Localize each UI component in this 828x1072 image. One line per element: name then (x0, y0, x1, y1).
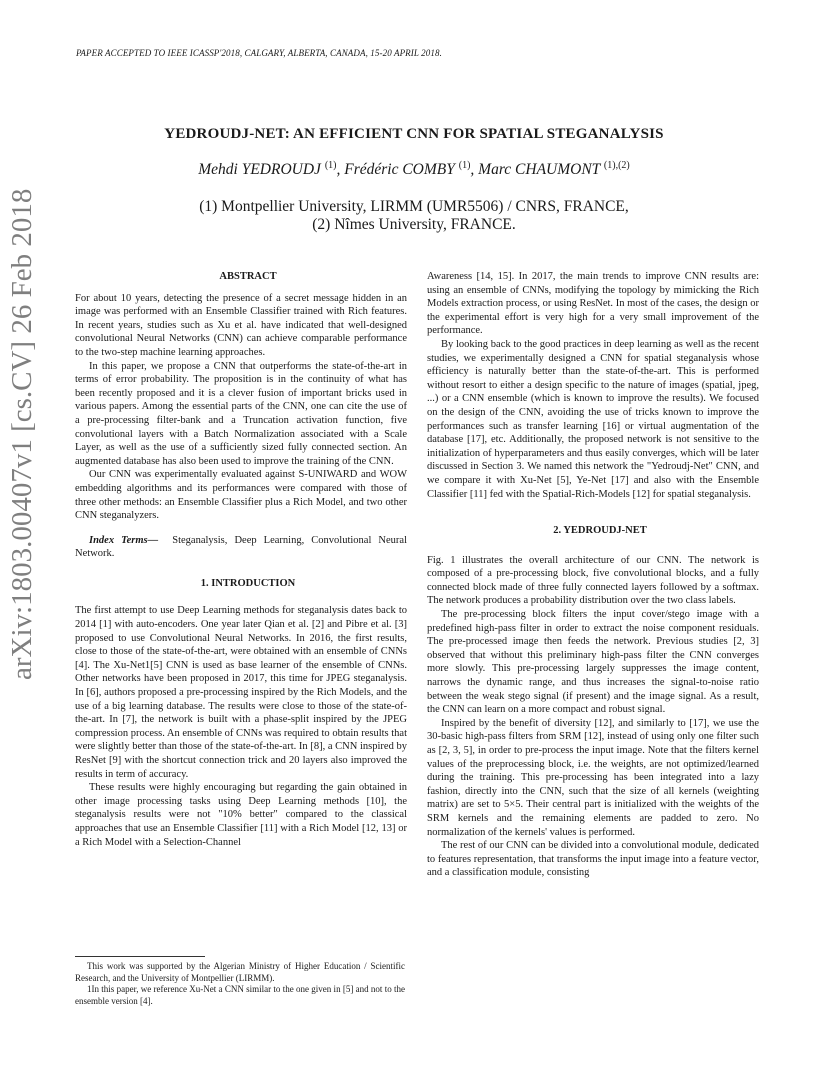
intro-paragraph: Awareness [14, 15]. In 2017, the main trends to improve CNN results are: using an ensemble of CNNs, modifying the topology by mimicking the Rich Models extraction process, or using ResNet. In most of the cases, the design or the experimental effort is very high for a very small improvement of the performance. (427, 271, 759, 337)
section2-paragraph: Inspired by the benefit of diversity [12], and similarly to [17], we use the 30-basic high-pass filters from SRM [12], instead of using only one filter such as [2, 3, 5], in order to pre-process the input image. Note that the filters kernel values of the preprocessing block, i.e. the weights, are not optimized/learned during the training. This pre-processing has been integrated into a lazy fashion, directly into the CNN, such that the size of all kernels (weighting matrix) are set to 5×5. Their central part is initialized with the weights of the SRM kernels and the remaining elements are padded to zero. No normalization of the kernels' values is performed. (427, 717, 759, 838)
affiliation-1: (1) Montpellier University, LIRMM (UMR5506) / CNRS, FRANCE, (199, 198, 629, 215)
author-1: Mehdi YEDROUDJ (198, 161, 321, 179)
index-terms-label: Index Terms— (89, 534, 159, 546)
abstract-paragraph: For about 10 years, detecting the presence of a secret message hidden in an image was performed with an Ensemble Classifier trained with Rich features. In recent years, studies such as Xu et al. have indicated that well-designed convolutional Neural Networks (CNN) can achieve comparable performance to the two-step machine learning approaches. (75, 292, 407, 358)
footnote-funding: This work was supported by the Algerian Ministry of Higher Education / Scientific Research, and the University of Montpellier (LIRMM). (75, 961, 405, 983)
section2-heading: 2. YEDROUDJ-NET (553, 525, 647, 537)
section2-paragraph: The pre-processing block filters the input cover/stego image with a predefined high-pass filter in order to extract the noise component residuals. The pre-processed image then feeds the network. Previous studies [2, 3] observed that without this preliminary high-pass filter the CNN converges more slowly. This pre-processing largely suppresses the image content, narrows the dynamic range, and thus increases the signal-to-noise ratio between the weak stego signal (if present) and the image signal. As a result, the CNN can learn on a more compact and robust signal. (427, 609, 759, 716)
author-2: Frédéric COMBY (344, 161, 455, 179)
author-2-affil: (1) (458, 160, 471, 171)
authors: Mehdi YEDROUDJ $^{(1)}$, Frédéric COMBY $^{(1)}$, Marc CHAUMONT $^{(1),(2)}$ (198, 160, 630, 179)
footnote-xunet: 1In this paper, we reference Xu-Net a CNN similar to the one given in [5] and not to the ensemble version [4]. (75, 984, 405, 1006)
author-3-affil: (1),(2) (603, 160, 630, 171)
author-1-affil: (1) (324, 160, 337, 171)
arxiv-id: arXiv:1803.00407v1 [cs.CV] 26 Feb 2018 (6, 188, 38, 680)
intro-paragraph: By looking back to the good practices in deep learning as well as the recent studies, we experimentally designed a CNN for spatial steganalysis whose efficiency is naturally better than the state-of-the-art. This is performed without resort to either a design specific to the nature of images (spatial, jpeg, ...) or a CNN ensemble (which is known to improve the results). We focused on the design of the CNN, avoiding the use of tricks known to improve the performances such as transfer learning [16] or virtual augmentation of the database [17], etc. Additionally, the proposed network is not sensitive to the initialization of hyperparameters and thus easily converges, which will be later discussed in Section 3. We named this network the "Yedroudj-Net" CNN, and we compare it with Xu-Net [5], Ye-Net [17] and also with the Ensemble Classifier [11] fed with the Spatial-Rich-Models [12] for spatial steganalysis. (427, 338, 759, 500)
abstract-heading: ABSTRACT (219, 271, 277, 282)
footnote-rule (75, 956, 205, 957)
abstract-paragraph: Our CNN was experimentally evaluated against S-UNIWARD and WOW embedding algorithms and its performances were compared with those of three other methods: an Ensemble Classifier plus a Rich Model, and two other CNN steganalyzers. (75, 469, 407, 522)
index-terms (75, 534, 407, 561)
intro-heading: 1. INTRODUCTION (200, 577, 296, 589)
abstract-paragraph: In this paper, we propose a CNN that outperforms the state-of-the-art in terms of error probability. The proposition is in the continuity of what has been recently proposed and it is a clever fusion of important bricks used in various papers. Among the essential parts of the CNN, one can cite the use of a pre-processing filter-bank and a Truncation activation function, five convolutional layers with a Batch Normalization associated with a Scale Layer, as well as the use of a sufficiently sized fully connected section. An augmented database has also been used to improve the training of the CNN. (75, 360, 407, 467)
author-3: Marc CHAUMONT (478, 161, 601, 179)
paper-title: YEDROUDJ-NET: AN EFFICIENT CNN FOR SPATIAL STEGANALYSIS (164, 126, 664, 142)
intro-paragraph: The first attempt to use Deep Learning methods for steganalysis dates back to 2014 [1] with auto-encoders. One year later Qian et al. [2] and Pibre et al. [3] proposed to use Convolutional Neural Networks. In 2016, the first results, close to those of the state-of-the-art, were obtained with an ensemble of CNNs [4]. The Xu-Net1[5] CNN is used as base learner of the ensemble of CNNs. Other networks have been proposed in 2017, this time for JPEG steganalysis. In [6], authors proposed a pre-processing inspired by the Rich Models, and the use of a big learning database. The results were close to those of the state-of-the-art. In [7], the network is built with a phase-split inspired by the JPEG compression process. An ensemble of CNNs was required to obtain results that were slightly better than those of the state-of-the-art. In [8], a CNN inspired by ResNet [9] with the shortcut connection trick and 20 layers also improved the results in term of accuracy. (75, 605, 407, 780)
left-column (75, 270, 407, 849)
right-column (427, 270, 759, 880)
footnotes (75, 961, 405, 1007)
intro-paragraph: These results were highly encouraging but regarding the gain obtained in other image processing tasks using Deep Learning methods [10], the steganalysis results were not "10% better" compared to the classical approaches that use an Ensemble Classifier [11] with a Rich Model [12, 13] or a Rich Model with a Selection-Channel (75, 782, 407, 848)
index-terms-text: Steganalysis, Deep Learning, Convolutional Neural Network. (75, 534, 407, 560)
section2-paragraph: The rest of our CNN can be divided into a convolutional module, dedicated to features representation, that transforms the input image into a feature vector, and a classification module, consisting (427, 840, 759, 879)
section2-paragraph: Fig. 1 illustrates the overall architecture of our CNN. The network is composed of a pre-processing block, five convolutional blocks, and a fully connected block made of three fully connected layers followed by a softmax. The network produces a probability distribution over the two class labels. (427, 554, 759, 607)
running-header: PAPER ACCEPTED TO IEEE ICASSP'2018, CALGARY, ALBERTA, CANADA, 15-20 APRIL 2018. (76, 48, 442, 58)
affiliation-2: (2) Nîmes University, FRANCE. (312, 216, 516, 233)
